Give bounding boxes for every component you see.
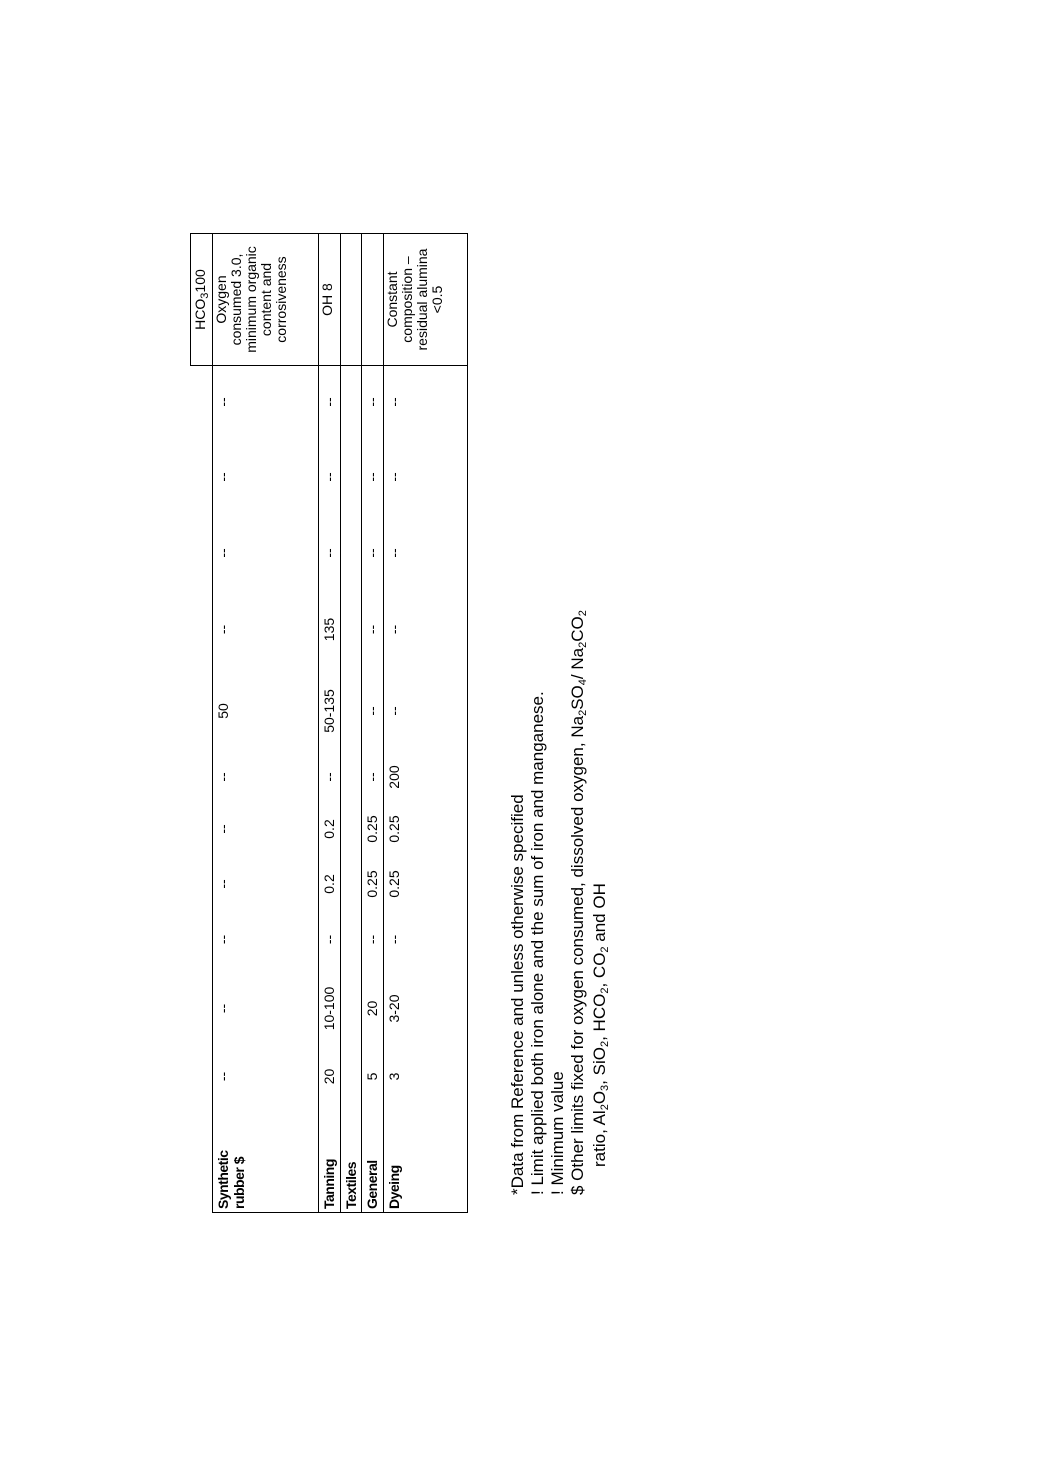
table-cell: -- [364,472,380,482]
table-cell: -- [215,397,231,407]
table-cell: -- [364,397,380,407]
table-cell: 50-135 [321,689,337,733]
table-cell: -- [215,879,231,889]
table-cell: -- [321,934,337,945]
table-cell: 0.25 [386,815,402,843]
table-cell: -- [215,824,231,834]
water-quality-table [190,233,468,1213]
header-remarks: $HCO_3100$ [192,269,211,330]
table-cell: -- [321,548,337,558]
footnote-minimum-value: ! Minimum value [548,1071,567,1195]
table-rule [383,233,384,1213]
table-cell: 20 [364,1000,380,1017]
table-cell: -- [386,397,402,407]
row-remarks: OH 8 [319,283,335,316]
table-cell: -- [215,1003,231,1014]
table-rule [190,233,191,366]
table-cell: -- [364,548,380,558]
table-rule [340,233,341,1213]
footnotes [508,610,618,1195]
table-cell: 135 [321,617,337,642]
row-remarks: Constant composition – residual alumina <0.5 [384,248,445,351]
table-cell: -- [215,1071,231,1082]
table-cell: 200 [386,765,402,789]
table-cell: 50 [215,703,231,719]
table-cell: -- [386,934,402,945]
table-cell: -- [386,472,402,482]
table-cell: -- [386,706,402,716]
table-rule [212,233,213,1213]
table-rule [318,233,319,1213]
table-cell: -- [364,934,380,945]
footnote-iron-limit: ! Limit applied both iron alone and the sum of iron and manganese. [528,691,547,1195]
table-rule [361,233,362,1213]
table-cell: 10-100 [321,986,337,1031]
table-cell: -- [386,548,402,558]
table-cell: -- [364,624,380,635]
table-rule [467,366,468,1213]
table-cell: 0.25 [386,870,402,898]
footnote-other-limits-cont: ratio, $Al_2O_3$, SiO$_2$, $HCO_2$, $CO_2$ and OH [590,883,611,1167]
table-cell: -- [321,397,337,407]
table-cell: 0.25 [364,815,380,843]
row-label: Synthetic rubber $ [215,1150,247,1209]
table-cell: -- [215,472,231,482]
table-cell: 20 [321,1068,337,1085]
table-border-left [212,1212,468,1213]
table-cell: -- [321,772,337,782]
row-remarks: Oxygen consumed 3.0, minimum organic content and corrosiveness [213,246,289,353]
table-rule [467,233,468,366]
table-cell: 0.2 [321,819,337,839]
table-cell: -- [364,706,380,716]
row-label: General [364,1160,380,1209]
table-cell: -- [386,624,402,635]
table-cell: 3-20 [386,994,402,1023]
table-cell: 3 [386,1072,402,1081]
row-label: Textiles [343,1161,359,1209]
table-cell: -- [321,472,337,482]
table-cell: -- [215,934,231,945]
table-cell: -- [364,772,380,782]
footnote-other-limits: $ Other limits fixed for oxygen consumed, dissolved oxygen, $Na_2SO_4/$ $Na_2CO_2$ [568,610,589,1195]
table-cell: 5 [364,1072,380,1081]
table-cell: -- [215,548,231,558]
row-label: Tanning [321,1159,337,1209]
table-cell: 0.2 [321,874,337,894]
table-cell: 0.25 [364,870,380,898]
table-cell: -- [215,624,231,635]
row-label: Dyeing [386,1165,402,1209]
table-cell: -- [215,772,231,782]
footnote-data-reference: *Data from Reference and unless otherwise specified [508,794,527,1195]
